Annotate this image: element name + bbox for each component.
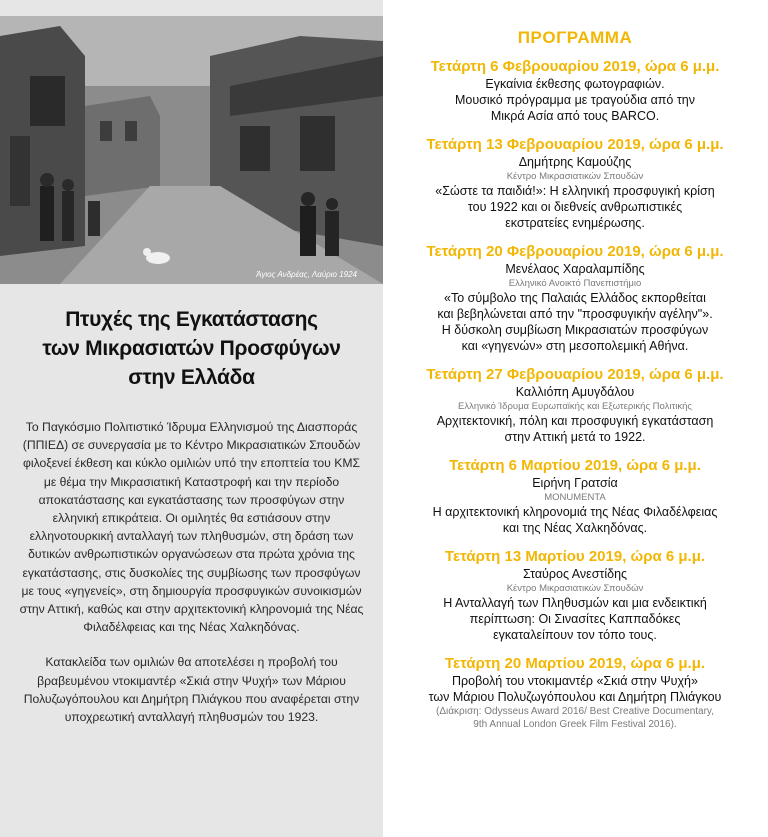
event-date: Τετάρτη 13 Φεβρουαρίου 2019, ώρα 6 μ.μ.: [426, 136, 724, 153]
intro-text: [18, 418, 365, 743]
intro-paragraph: Το Παγκόσμιο Πολιτιστικό Ίδρυμα Ελληνισμού της Διασποράς (ΠΠΙΕΔ) σε συνεργασία με το Κέντρο Μικρασιατικών Σπουδών φιλοξενεί έκθεση και κύκλο ομιλιών υπό την εποπτεία του ΚΜΣ με θέμα την Μικρασιατική Καταστροφή και την περίοδο αποκατάστασης και εγκατάστασης των προσφύγων στην ελληνική επικράτεια. Οι ομιλητές θα εστιάσουν στην ελληνοτουρκική ανταλλαγή των πληθυσμών, στη δράση των δυτικών ανθρωπιστικών οργανώσεων στα πρώτα χρόνια της εγκατάστασης, στις δυσκολίες της συμβίωσης των προσφύγων με τους «γηγενείς», στη δημιουργία προσφυγικών συνοικισμών στην Αττική, καθώς και στην αρχιτεκτονική κληρονομιά της Νέας Φιλαδέλφειας και της Νέας Χαλκηδόνας.: [19, 420, 364, 635]
event-date: Τετάρτη 13 Μαρτίου 2019, ώρα 6 μ.μ.: [444, 548, 706, 565]
event-institution: Κέντρο Μικρασιατικών Σπουδών: [506, 583, 644, 594]
page-title: [0, 305, 383, 392]
event-description-line: στην Αττική μετά το 1922.: [504, 430, 646, 444]
event-description-line: Προβολή του ντοκιμαντέρ «Σκιά στην Ψυχή»: [452, 674, 698, 688]
photo-caption: Άγιος Ανδρέας, Λαύριο 1924: [256, 270, 357, 279]
event-description-line: Μικρά Ασία από τους BARCO.: [490, 109, 660, 123]
event-description-line: Η αρχιτεκτονική κληρονομιά της Νέας Φιλαδέλφειας: [432, 505, 718, 519]
closing-paragraph: Κατακλείδα των ομιλιών θα αποτελέσει η προβολή του βραβευμένου ντοκιμαντέρ «Σκιά στην Ψυχή» των Μάριου Πολυζωγόπουλου και Δημήτρη Πλιάγκου που αναφέρεται στην υποχρεωτική ανταλλαγή πληθυσμών του 1923.: [23, 655, 360, 725]
program-event: [390, 456, 760, 536]
event-note-line: 9th Annual London Greek Film Festival 2016).: [473, 719, 677, 730]
event-description-line: «Σώστε τα παιδιά!»: Η ελληνική προσφυγική κρίση: [435, 184, 715, 198]
left-panel: [0, 0, 383, 837]
program-event: [390, 654, 760, 731]
event-date: Τετάρτη 27 Φεβρουαρίου 2019, ώρα 6 μ.μ.: [426, 366, 724, 383]
event-speaker: Καλλιόπη Αμυγδάλου: [515, 385, 635, 399]
event-description-line: περίπτωση: Οι Σινασίτες Καππαδόκες: [469, 612, 681, 626]
title-line: στην Ελλάδα: [128, 366, 255, 389]
event-note-line: (Διάκριση: Odysseus Award 2016/ Best Creative Documentary,: [436, 706, 714, 717]
event-description-line: Η δύσκολη συμβίωση Μικρασιατών προσφύγων: [441, 323, 709, 337]
program-event: [390, 547, 760, 643]
event-date: Τετάρτη 20 Μαρτίου 2019, ώρα 6 μ.μ.: [444, 655, 706, 672]
event-list: [390, 57, 760, 742]
event-date: Τετάρτη 6 Μαρτίου 2019, ώρα 6 μ.μ.: [449, 457, 701, 474]
event-description-line: Η Ανταλλαγή των Πληθυσμών και μια ενδεικτική: [443, 596, 707, 610]
event-description-line: και «γηγενών» στη μεσοπολεμική Αθήνα.: [461, 339, 689, 353]
event-description-line: Αρχιτεκτονική, πόλη και προσφυγική εγκατάσταση: [436, 414, 714, 428]
program-event: [390, 242, 760, 354]
event-date: Τετάρτη 20 Φεβρουαρίου 2019, ώρα 6 μ.μ.: [426, 243, 724, 260]
event-date: Τετάρτη 6 Φεβρουαρίου 2019, ώρα 6 μ.μ.: [430, 58, 720, 75]
event-description-line: εκστρατείες ενημέρωσης.: [505, 216, 645, 230]
event-institution: Ελληνικό Ανοικτό Πανεπιστήμιο: [508, 278, 642, 289]
event-institution: Κέντρο Μικρασιατικών Σπουδών: [506, 171, 644, 182]
program-event: [390, 365, 760, 445]
event-speaker: Δημήτρης Καμούζης: [518, 155, 632, 169]
event-speaker: Ειρήνη Γρατσία: [532, 476, 618, 490]
historic-street-photo: [0, 16, 383, 284]
event-description-line: Εγκαίνια έκθεσης φωτογραφιών.: [485, 77, 665, 91]
event-description-line: και της Νέας Χαλκηδόνας.: [502, 521, 648, 535]
program-event: [390, 57, 760, 124]
title-line: των Μικρασιατών Προσφύγων: [42, 337, 341, 360]
event-speaker: Σταύρος Ανεστίδης: [522, 567, 628, 581]
program-event: [390, 135, 760, 231]
program-panel: [390, 0, 768, 837]
event-description-line: «Το σύμβολο της Παλαιάς Ελλάδος εκπορθείται: [444, 291, 706, 305]
event-speaker: Μενέλαος Χαραλαμπίδης: [505, 262, 645, 276]
photo-illustration: [0, 16, 383, 284]
event-institution: MONUMENTA: [544, 492, 606, 503]
event-description-line: των Μάριου Πολυζωγόπουλου και Δημήτρη Πλιάγκου: [428, 690, 722, 704]
program-title: ΠΡΟΓΡΑΜΜΑ: [517, 28, 633, 47]
event-description-line: Μουσικό πρόγραμμα με τραγούδια από την: [454, 93, 695, 107]
title-line: Πτυχές της Εγκατάστασης: [65, 308, 318, 331]
event-description-line: του 1922 και οι διεθνείς ανθρωπιστικές: [467, 200, 683, 214]
event-description-line: και βεβηλώνεται από την "προσφυγικήν αγέλην"».: [437, 307, 713, 321]
event-institution: Ελληνικό Ίδρυμα Ευρωπαϊκής και Εξωτερικής Πολιτικής: [458, 401, 692, 412]
event-description-line: εγκαταλείπουν τον τόπο τους.: [493, 628, 657, 642]
